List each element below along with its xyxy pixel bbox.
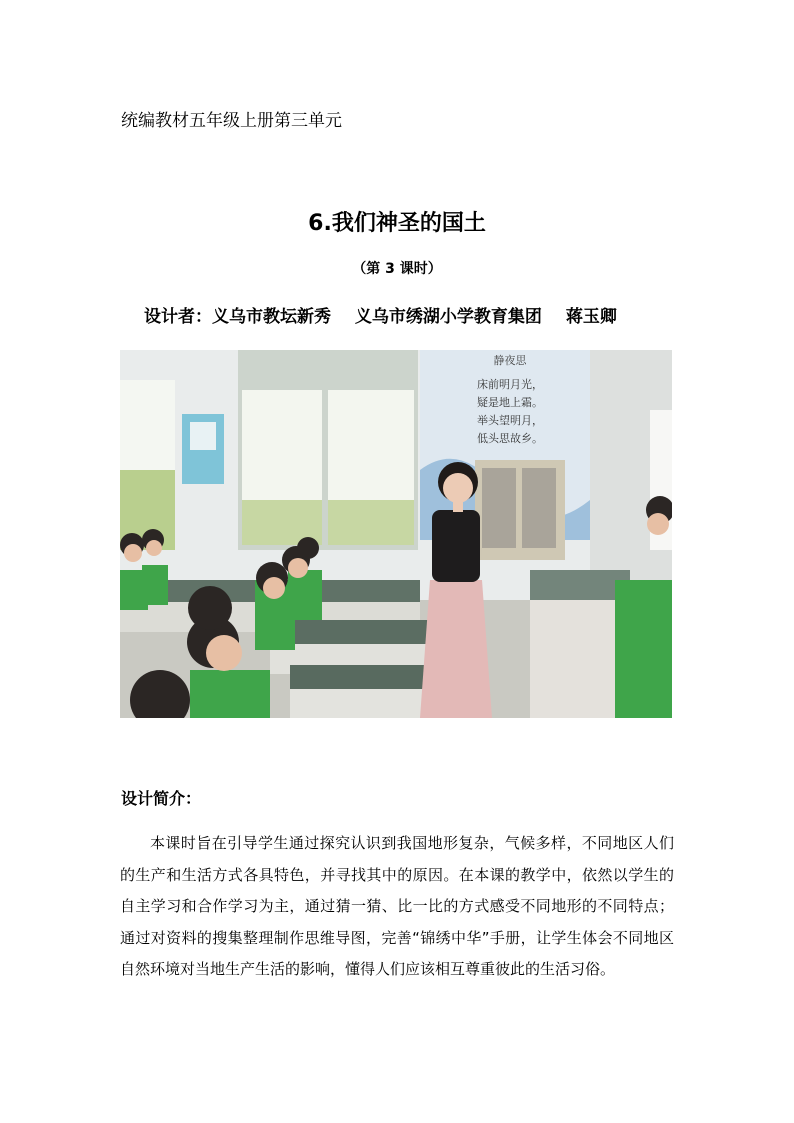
page-title: 6.我们神圣的国土 [308, 211, 486, 236]
designer-label: 设计者：义乌市教坛新秀 [144, 307, 331, 327]
school-name: 义乌市绣湖小学教育集团 [354, 307, 542, 327]
calligraphy-line: 低头思故乡。 [477, 432, 543, 445]
calligraphy-line: 举头望明月， [477, 414, 543, 427]
session-label: （第 3 课时） [352, 261, 442, 277]
designer-line [144, 302, 635, 327]
intro-heading: 设计简介： [121, 789, 202, 808]
series-label: 统编教材五年级上册第三单元 [121, 111, 342, 131]
calligraphy-line: 疑是地上霜。 [477, 396, 543, 409]
calligraphy-line: 床前明月光， [477, 378, 543, 391]
calligraphy-title: 静夜思 [493, 354, 527, 367]
designer-name: 蒋玉卿 [565, 307, 617, 327]
intro-body: 本课时旨在引导学生通过探究认识到我国地形复杂，气候多样，不同地区人们的生产和生活方式各具特色，并寻找其中的原因。在本课的教学中，依然以学生的自主学习和合作学习为主，通过猜一猜、比一比的方式感受不同地形的不同特点；通过对资料的搜集整理制作思维导图，完善“锦绣中华”手册，让学生体会不同地区自然环境对当地生产生活的影响，懂得人们应该相互尊重彼此的生活习俗。 [120, 834, 674, 978]
classroom-photo [120, 350, 672, 718]
